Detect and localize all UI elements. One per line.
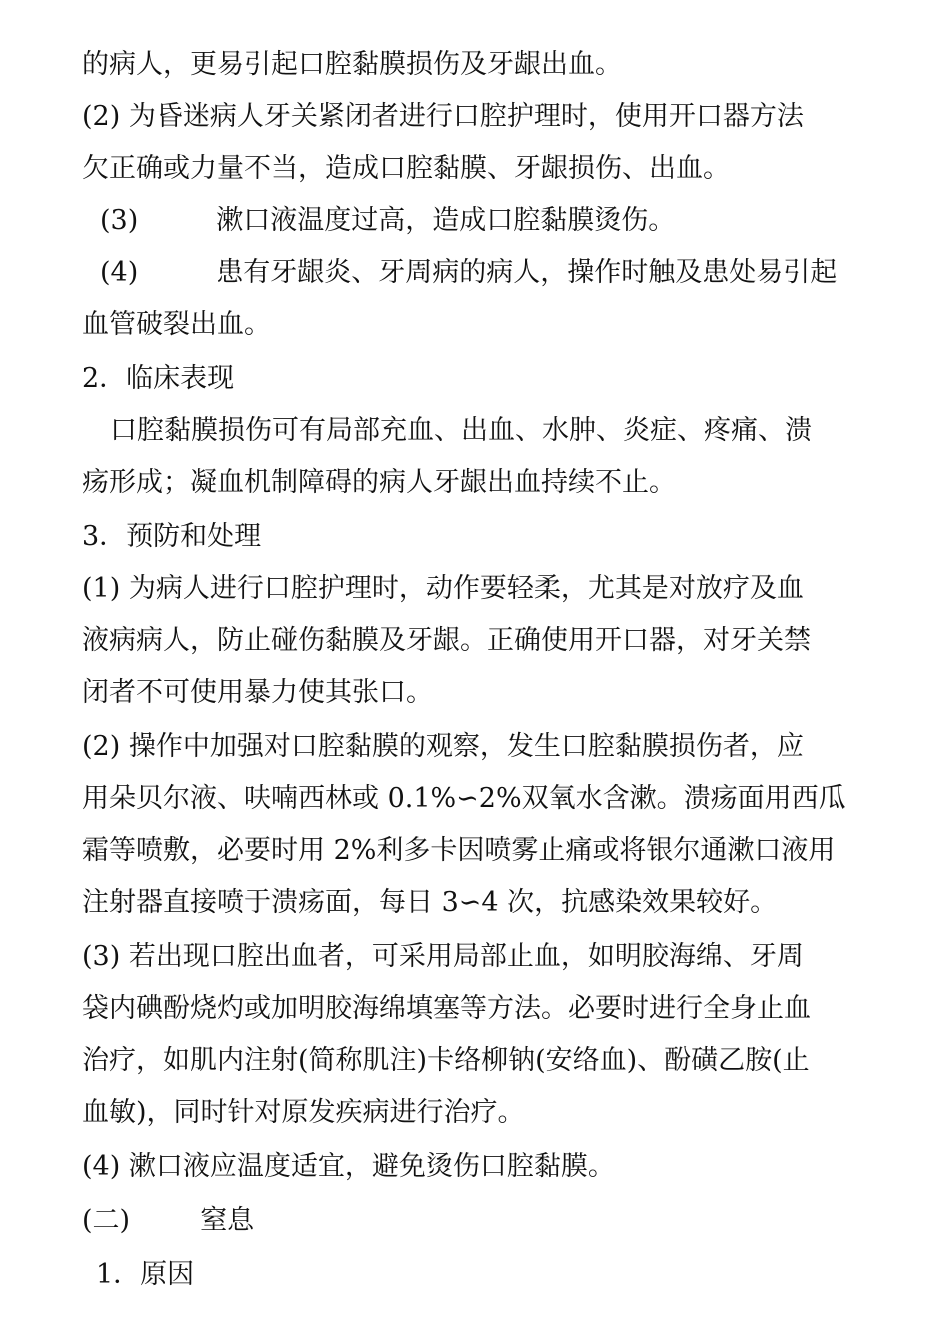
- text-line: 疡形成；凝血机制障碍的病人牙龈出血持续不止。: [82, 467, 676, 498]
- list-number: (3): [100, 205, 139, 236]
- section-number: (二): [82, 1205, 131, 1236]
- list-item-4: [100, 256, 890, 290]
- paragraph-line: 口腔黏膜损伤可有局部充血、出血、水肿、炎症、疼痛、溃: [110, 415, 812, 446]
- text-line: (2) 为昏迷病人牙关紧闭者进行口腔护理时，使用开口器方法: [82, 101, 804, 132]
- text-line: 液病病人，防止碰伤黏膜及牙龈。正确使用开口器，对牙关禁: [82, 625, 811, 656]
- list-number: (4): [100, 257, 139, 288]
- text-line: (2) 操作中加强对口腔黏膜的观察，发生口腔黏膜损伤者，应: [82, 731, 804, 762]
- list-text: 患有牙龈炎、牙周病的病人，操作时触及患处易引起: [216, 257, 838, 288]
- section-title: 窒息: [200, 1205, 255, 1236]
- text-line: 血管破裂出血。: [82, 309, 271, 340]
- text-line: 血敏)，同时针对原发疾病进行治疗。: [82, 1097, 525, 1128]
- list-item-3: [100, 204, 890, 238]
- text-line: 霜等喷敷，必要时用 2%利多卡因喷雾止痛或将银尔通漱口液用: [82, 835, 836, 866]
- text-line: (3) 若出现口腔出血者，可采用局部止血，如明胶海绵、牙周: [82, 941, 804, 972]
- text-line: 的病人，更易引起口腔黏膜损伤及牙龈出血。: [82, 49, 622, 80]
- section-heading: 3．预防和处理: [82, 521, 262, 552]
- text-line: 闭者不可使用暴力使其张口。: [82, 677, 433, 708]
- section-heading: 2．临床表现: [82, 363, 235, 394]
- text-line: 注射器直接喷于溃疡面，每日 3∽4 次，抗感染效果较好。: [82, 887, 778, 918]
- text-line: 治疗，如肌内注射(简称肌注)卡络柳钠(安络血)、酚磺乙胺(止: [82, 1045, 810, 1076]
- subsection-heading: [82, 1204, 872, 1238]
- text-line: 袋内碘酚烧灼或加明胶海绵填塞等方法。必要时进行全身止血: [82, 993, 811, 1024]
- text-line: 欠正确或力量不当，造成口腔黏膜、牙龈损伤、出血。: [82, 153, 730, 184]
- section-heading: 1．原因: [96, 1259, 195, 1290]
- text-line: 用朵贝尔液、呋喃西林或 0.1%∽2%双氧水含漱。溃疡面用西瓜: [82, 783, 846, 814]
- list-text: 漱口液温度过高，造成口腔黏膜烫伤。: [216, 205, 676, 236]
- text-line: (1) 为病人进行口腔护理时，动作要轻柔，尤其是对放疗及血: [82, 573, 804, 604]
- text-line: (4) 漱口液应温度适宜，避免烫伤口腔黏膜。: [82, 1151, 615, 1182]
